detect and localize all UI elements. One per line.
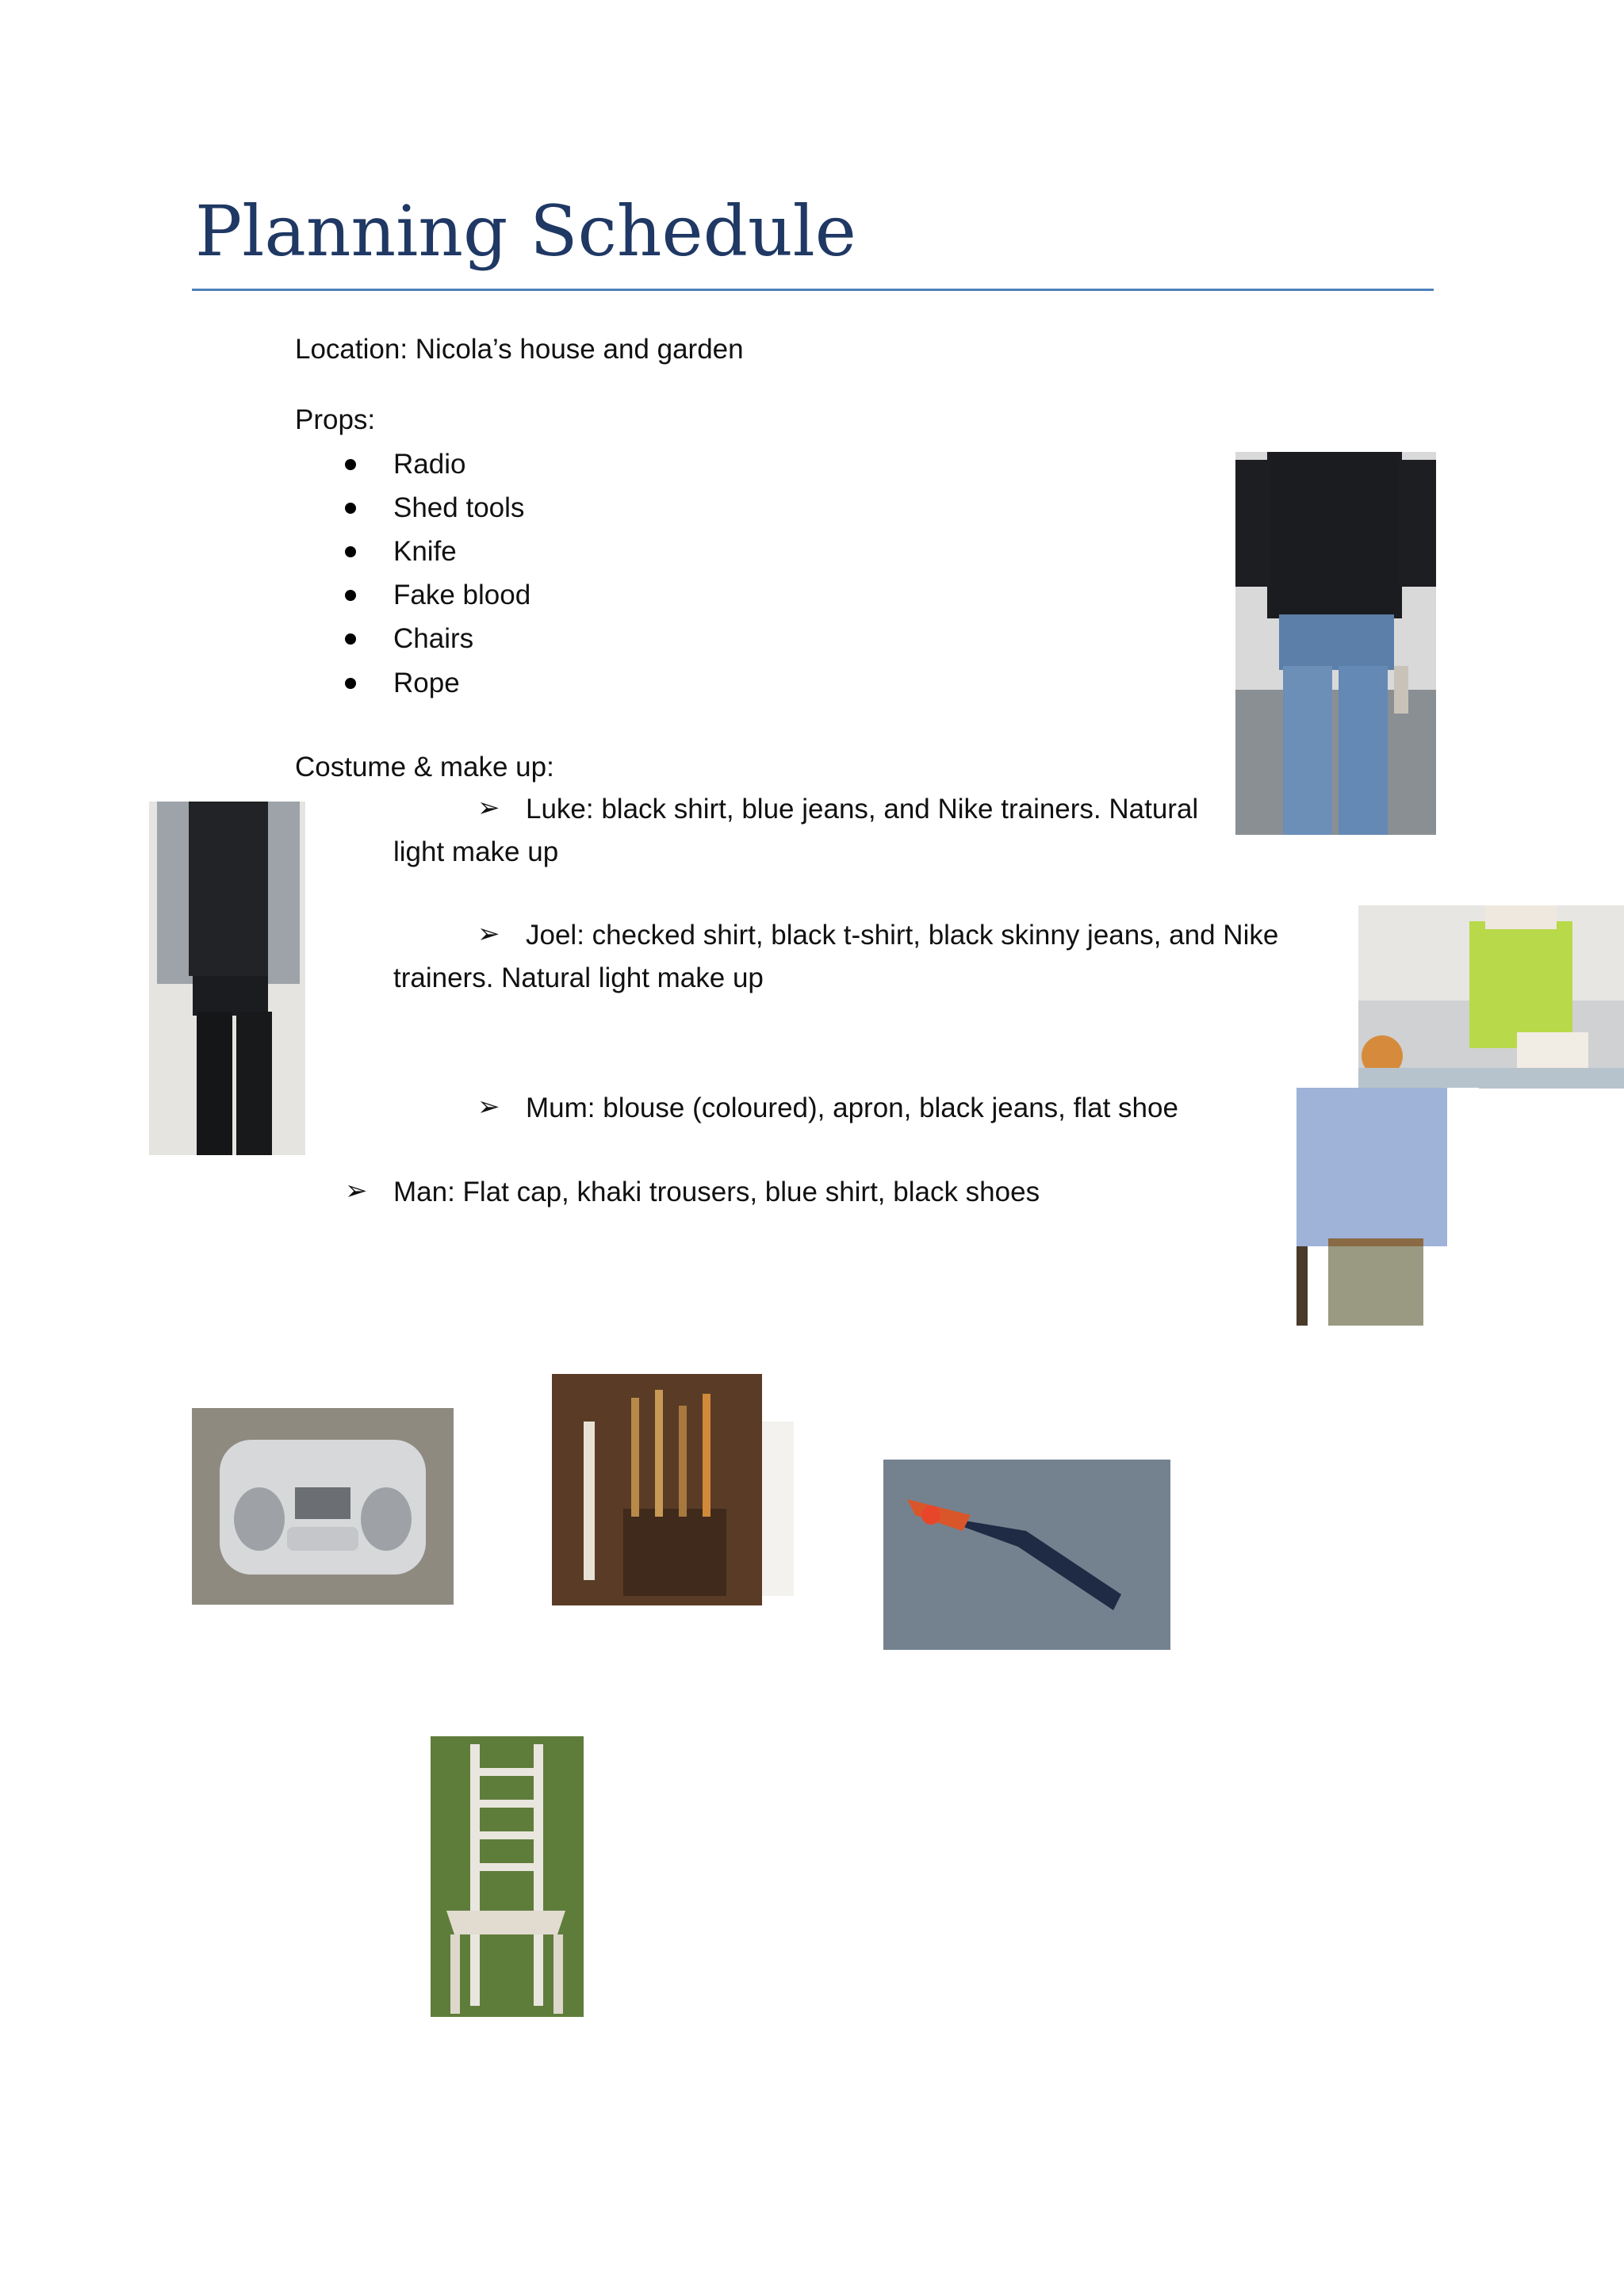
prop-item-knife: Knife	[393, 536, 457, 567]
costume-luke-line2: light make up	[393, 836, 559, 867]
mum-costume-photo	[1358, 905, 1624, 1089]
location-line: Location: Nicola’s house and garden	[295, 334, 744, 365]
prop-item-radio: Radio	[393, 449, 466, 480]
arrow-bullet-icon: ➢	[477, 793, 500, 823]
man-costume-photo	[1273, 1088, 1479, 1326]
joel-costume-photo	[149, 802, 305, 1155]
list-bullet	[345, 459, 356, 470]
costume-mum: Mum: blouse (coloured), apron, black jeans, flat shoe	[526, 1093, 1178, 1123]
prop-item-fake-blood: Fake blood	[393, 580, 531, 610]
costume-man: Man: Flat cap, khaki trousers, blue shirt, black shoes	[393, 1177, 1040, 1207]
list-bullet	[345, 546, 356, 557]
list-bullet	[345, 590, 356, 601]
costume-heading: Costume & make up:	[295, 752, 554, 783]
props-heading: Props:	[295, 404, 376, 435]
prop-item-rope: Rope	[393, 668, 460, 698]
prop-item-shed-tools: Shed tools	[393, 492, 525, 523]
radio-prop-photo	[192, 1408, 454, 1605]
luke-costume-photo	[1235, 452, 1436, 835]
title-underline	[192, 289, 1434, 291]
list-bullet	[345, 678, 356, 689]
costume-joel-line1: Joel: checked shirt, black t-shirt, black skinny jeans, and Nike	[526, 920, 1279, 951]
chair-prop-photo	[431, 1736, 584, 2017]
shed-tools-prop-photo	[552, 1374, 901, 1605]
costume-luke-line1: Luke: black shirt, blue jeans, and Nike trainers. Natural	[526, 794, 1199, 825]
arrow-bullet-icon: ➢	[477, 1092, 500, 1122]
knife-prop-photo	[883, 1460, 1170, 1650]
arrow-bullet-icon: ➢	[477, 919, 500, 949]
list-bullet	[345, 503, 356, 514]
prop-item-chairs: Chairs	[393, 623, 474, 654]
list-bullet	[345, 633, 356, 645]
arrow-bullet-icon: ➢	[345, 1176, 368, 1206]
page-title: Planning Schedule	[195, 190, 856, 272]
costume-joel-line2: trainers. Natural light make up	[393, 962, 764, 993]
